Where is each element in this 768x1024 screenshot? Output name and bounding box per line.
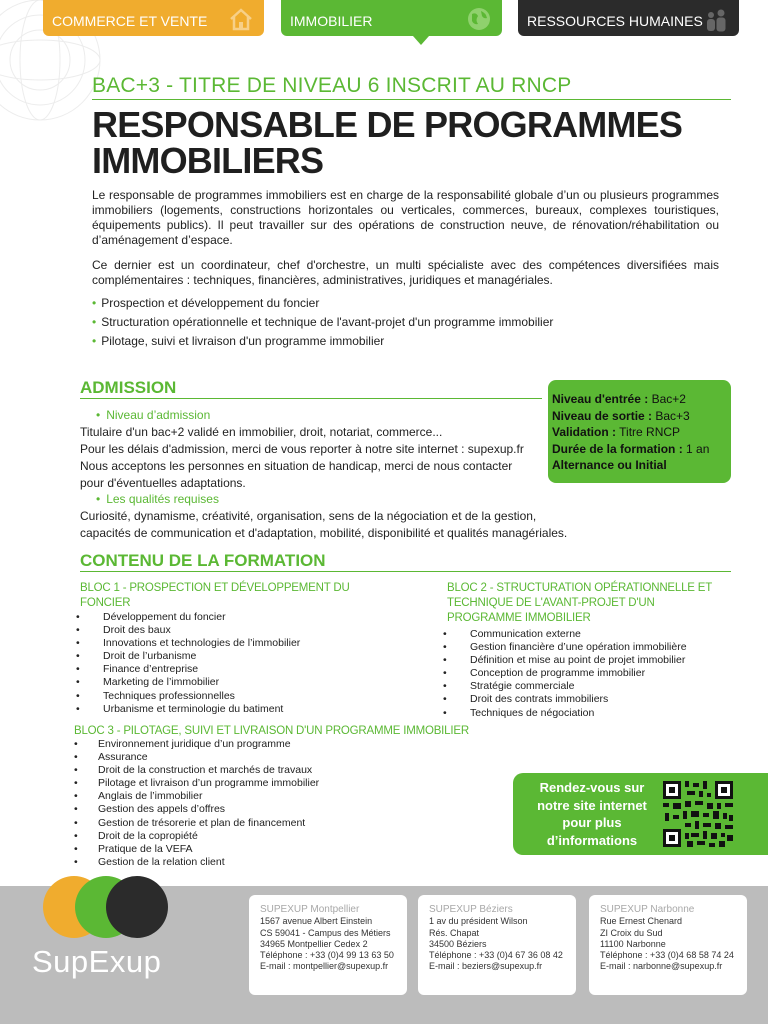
list-item: • Environnement juridique d’un programme bbox=[74, 738, 319, 751]
address-line: 34965 Montpellier Cedex 2 bbox=[260, 938, 368, 949]
list-item: • Gestion de trésorerie et plan de financement bbox=[74, 817, 319, 830]
list-item: • Pratique de la VEFA bbox=[74, 843, 319, 856]
address-phone: Téléphone : +33 (0)4 99 13 63 50 bbox=[260, 950, 394, 961]
list-item: • Droit de l’urbanisme bbox=[76, 650, 300, 663]
address-title: SUPEXUP Montpellier bbox=[260, 904, 360, 915]
website-callout[interactable] bbox=[513, 773, 768, 855]
page-title bbox=[92, 104, 732, 181]
tab-commerce-vente[interactable] bbox=[43, 0, 264, 36]
info-value: Bac+2 bbox=[651, 392, 686, 406]
list-item: • Définition et mise au point de projet immobilier bbox=[443, 654, 687, 667]
list-item: • Techniques professionnelles bbox=[76, 690, 300, 703]
list-item: • Droit de la copropiété bbox=[74, 830, 319, 843]
title-line-1: RESPONSABLE DE PROGRAMMES bbox=[92, 104, 683, 145]
list-item: • Prospection et développement du foncier bbox=[92, 294, 553, 313]
address-line: Rés. Chapat bbox=[429, 927, 480, 938]
info-value: 1 an bbox=[686, 441, 710, 456]
admission-subheading-level: • Niveau d’admission bbox=[96, 408, 210, 422]
admission-line: Nous acceptons les personnes en situation de handicap, merci de nous contacter bbox=[80, 459, 513, 473]
globe-icon bbox=[466, 6, 492, 32]
tab-label: IMMOBILIER bbox=[290, 13, 373, 29]
address-card-montpellier bbox=[249, 895, 407, 995]
list-item: • Urbanisme et terminologie du batiment bbox=[76, 703, 300, 716]
address-email[interactable]: E-mail : beziers@supexup.fr bbox=[429, 961, 543, 972]
list-item: • Droit des baux bbox=[76, 624, 300, 637]
tab-label: RESSOURCES HUMAINES bbox=[527, 13, 703, 29]
info-label: Niveau de sortie : bbox=[552, 408, 653, 423]
address-card-narbonne bbox=[589, 895, 747, 995]
contenu-heading: CONTENU DE LA FORMATION bbox=[80, 551, 326, 570]
list-item: • Structuration opérationnelle et technique de l'avant-projet d'un programme immobilier bbox=[92, 313, 553, 332]
address-line: 34500 Béziers bbox=[429, 938, 487, 949]
list-item: • Assurance bbox=[74, 751, 319, 764]
qualities-line: Curiosité, dynamisme, créativité, organisation, sens de la négociation et de la gestion, bbox=[80, 509, 537, 523]
tab-label: COMMERCE ET VENTE bbox=[52, 13, 208, 29]
list-item: • Gestion des appels d’offres bbox=[74, 803, 319, 816]
list-item: • Droit des contrats immobiliers bbox=[443, 693, 687, 706]
address-phone: Téléphone : +33 (0)4 67 36 08 42 bbox=[429, 950, 563, 961]
tab-ressources-humaines[interactable] bbox=[518, 0, 739, 36]
address-card-beziers bbox=[418, 895, 576, 995]
admission-subheading-qualities: • Les qualités requises bbox=[96, 492, 219, 506]
info-label: Validation : bbox=[552, 425, 617, 439]
list-item: • Communication externe bbox=[443, 628, 687, 641]
address-line: CS 59041 - Campus des Métiers bbox=[260, 927, 391, 938]
divider bbox=[80, 398, 542, 399]
bloc-3-list bbox=[74, 738, 319, 869]
list-item: • Pilotage, suivi et livraison d'un programme immobilier bbox=[92, 332, 553, 351]
list-item: • Droit de la construction et marchés de travaux bbox=[74, 764, 319, 777]
info-value: Titre RNCP bbox=[619, 425, 681, 439]
divider bbox=[80, 571, 731, 572]
list-item: • Innovations et technologies de l’immobilier bbox=[76, 637, 300, 650]
info-value: Bac+3 bbox=[655, 408, 690, 423]
info-alternance: Alternance ou Initial bbox=[552, 458, 667, 472]
address-title: SUPEXUP Béziers bbox=[429, 904, 513, 915]
address-line: Rue Ernest Chenard bbox=[600, 916, 683, 927]
bloc-2-list bbox=[443, 628, 687, 720]
bloc-3-title: BLOC 3 - PILOTAGE, SUIVI ET LIVRAISON D'UN PROGRAMME IMMOBILIER bbox=[74, 725, 469, 737]
logo-circle-black bbox=[106, 876, 168, 938]
intro-paragraph-2: Ce dernier est un coordinateur, chef d'orchestre, un multi spécialiste avec des compétences diversifiées mais complémentaires : techniques, financières, administratives, juridiques et managériales. bbox=[92, 258, 719, 287]
qr-code-icon[interactable] bbox=[661, 779, 735, 849]
address-email[interactable]: E-mail : montpellier@supexup.fr bbox=[260, 961, 389, 972]
house-icon bbox=[228, 6, 254, 32]
info-label: Niveau d'entrée : bbox=[552, 392, 649, 406]
address-title: SUPEXUP Narbonne bbox=[600, 904, 695, 915]
tab-immobilier[interactable] bbox=[281, 0, 502, 36]
program-info-box bbox=[548, 380, 731, 483]
admission-line: pour d'éventuelles adaptations. bbox=[80, 476, 246, 490]
website-callout-text: Rendez-vous sur notre site internet pour plus d’informations bbox=[537, 780, 647, 848]
list-item: • Pilotage et livraison d’un programme immobilier bbox=[74, 777, 319, 790]
address-line: 1 av du président Wilson bbox=[429, 916, 528, 927]
list-item: • Anglais de l’immobilier bbox=[74, 790, 319, 803]
qualities-text-block bbox=[80, 508, 567, 542]
admission-line: Pour les délais d'admission, merci de vous reporter à notre site internet : supexup.fr bbox=[80, 442, 524, 456]
admission-line: Titulaire d'un bac+2 validé en immobilier, droit, notariat, commerce... bbox=[80, 425, 443, 439]
admission-text-block bbox=[80, 424, 524, 492]
info-label: Durée de la formation : bbox=[552, 441, 683, 456]
active-tab-indicator bbox=[413, 36, 429, 45]
logo: SupExup bbox=[32, 944, 162, 979]
list-item: • Marketing de l’immobilier bbox=[76, 676, 300, 689]
admission-heading: ADMISSION bbox=[80, 378, 177, 397]
intro-bullet-list bbox=[92, 294, 553, 351]
bloc-1-list bbox=[76, 611, 300, 716]
address-email[interactable]: E-mail : narbonne@supexup.fr bbox=[600, 961, 723, 972]
address-line: 11100 Narbonne bbox=[600, 938, 666, 949]
address-line: 1567 avenue Albert Einstein bbox=[260, 916, 373, 927]
people-icon bbox=[703, 6, 729, 32]
list-item: • Techniques de négociation bbox=[443, 707, 687, 720]
bloc-2-title: BLOC 2 - STRUCTURATION OPÉRATIONNELLE ET TECHNIQUE DE L'AVANT-PROJET D'UN PROGRAMME IMMOBILIER bbox=[447, 582, 712, 624]
title-line-2: IMMOBILIERS bbox=[92, 140, 324, 181]
qualities-line: capacités de communication et d'adaptation, mobilité, disponibilité et qualités managériales. bbox=[80, 526, 568, 540]
program-level-subtitle: BAC+3 - TITRE DE NIVEAU 6 INSCRIT AU RNCP bbox=[92, 74, 572, 97]
divider bbox=[92, 99, 731, 100]
intro-paragraph-1: Le responsable de programmes immobiliers est en charge de la responsabilité globale d’un ou plusieurs programmes immobiliers (logements, constructions horizontales ou verticales, commerces, bureaux, complexes touristiques, équipements publics). Il peut travailler sur des opérations de construction neuve, de rénovation/réhabilitation ou d’aménagement d’espace. bbox=[92, 188, 719, 247]
list-item: • Finance d’entreprise bbox=[76, 663, 300, 676]
address-phone: Téléphone : +33 (0)4 68 58 74 24 bbox=[600, 950, 734, 961]
bloc-1-title: BLOC 1 - PROSPECTION ET DÉVELOPPEMENT DU FONCIER bbox=[80, 582, 350, 609]
list-item: • Stratégie commerciale bbox=[443, 680, 687, 693]
list-item: • Gestion de la relation client bbox=[74, 856, 319, 869]
list-item: • Développement du foncier bbox=[76, 611, 300, 624]
list-item: • Conception de programme immobilier bbox=[443, 667, 687, 680]
address-line: ZI Croix du Sud bbox=[600, 927, 663, 938]
list-item: • Gestion financière d’une opération immobilière bbox=[443, 641, 687, 654]
